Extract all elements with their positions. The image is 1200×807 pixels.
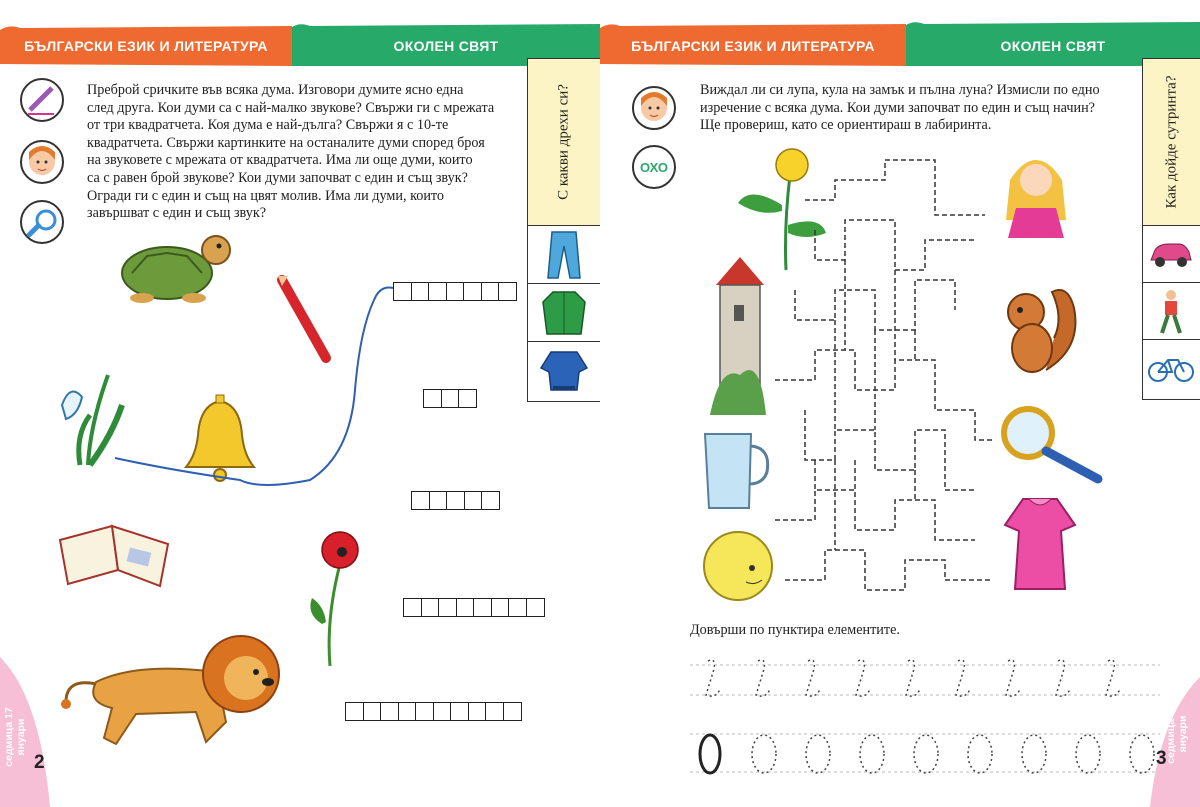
instruction-text: Виждал ли си лупа, кула на замък и пълна луна? Измисли по едно изречение с всяка дума. Кои думи започват по един и същ начин? Ще провериш, като се ориентираш в лабиринта. <box>700 82 1100 134</box>
bicycle-icon <box>1143 339 1200 397</box>
side-question: Как дойде сутринта? <box>1143 59 1200 226</box>
moon-icon <box>700 528 780 608</box>
side-question: С какви дрехи си? <box>528 59 600 226</box>
transport-side-panel <box>1142 58 1200 400</box>
connection-line <box>110 280 410 500</box>
girl-face-icon <box>632 86 676 130</box>
right-page <box>600 0 1200 807</box>
box-group-7[interactable] <box>393 282 516 301</box>
page-number: 2 <box>34 752 45 773</box>
header-subject-world: ОКОЛЕН СВЯТ <box>1000 38 1106 54</box>
squirrel-icon <box>998 278 1088 378</box>
trace-row-hooks[interactable] <box>690 655 1160 705</box>
maze-labyrinth[interactable] <box>775 160 995 600</box>
week-label: седмица 17 януари <box>1165 704 1189 764</box>
box-group-8[interactable] <box>403 598 543 617</box>
header-subject-bulgarian: БЪЛГАРСКИ ЕЗИК И ЛИТЕРАТУРА <box>24 38 268 54</box>
doll-icon <box>990 150 1080 250</box>
box-group-3[interactable] <box>423 389 476 408</box>
dress-icon <box>995 495 1085 595</box>
car-icon <box>1143 225 1200 283</box>
pencil-circle-icon <box>20 200 64 244</box>
instruction-text: Преброй сричките във всяка дума. Изговори думите ясно една след друга. Кои думи са с най-малко звукове? Свържи ги с мрежата от три квадратчета. Коя дума е най-дълга? Свържи я с 10-те квадратчета. Свържи картинките на останалите думи според броя на звуковете с мрежата от квадратчета. Има ли още думи, които са с равен брой звукове? Кои думи започват с един и същ звук? Огради ги с един и същ на цвят молив. Има ли думи, които завършват с един и същ звук? <box>87 82 495 222</box>
sweater-icon <box>528 341 600 400</box>
lion-icon <box>56 632 296 752</box>
magnifier-icon <box>998 405 1108 485</box>
trace-instruction: Довърши по пунктира елементите. <box>690 622 900 638</box>
header-subject-bulgarian: БЪЛГАРСКИ ЕЗИК И ЛИТЕРАТУРА <box>631 38 875 54</box>
tower-icon <box>710 255 770 415</box>
girl-face-icon <box>20 140 64 184</box>
oxo-pencil-icon: ОХО <box>632 145 676 189</box>
jacket-icon <box>528 283 600 342</box>
box-group-10[interactable] <box>345 702 520 721</box>
page-number: 3 <box>1156 748 1167 769</box>
week-label: седмица 17 януари <box>3 707 27 767</box>
trace-row-ovals[interactable] <box>690 720 1160 780</box>
walking-boy-icon <box>1143 282 1200 340</box>
book-icon <box>56 520 176 590</box>
poppy-icon <box>300 528 370 673</box>
header-subject-world: ОКОЛЕН СВЯТ <box>393 38 499 54</box>
trousers-icon <box>528 225 600 284</box>
pencil-writing-icon <box>20 78 64 122</box>
clothes-side-panel <box>527 58 600 402</box>
box-group-5[interactable] <box>411 491 499 510</box>
jug-icon <box>695 428 775 518</box>
